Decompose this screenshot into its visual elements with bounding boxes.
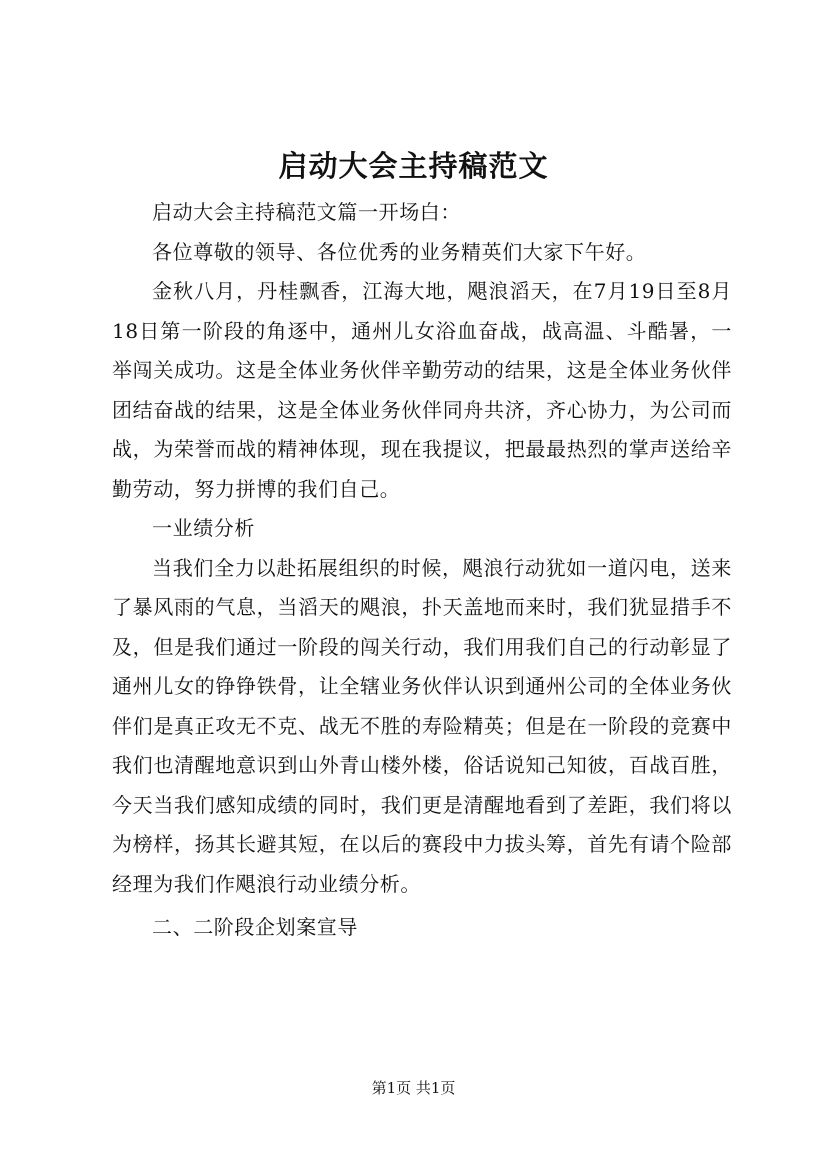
document-body	[112, 193, 732, 948]
page-title: 启动大会主持稿范文	[278, 149, 549, 183]
paragraph-performance: 当我们全力以赴拓展组织的时候，飓浪行动犹如一道闪电，送来了暴风雨的气息，当滔天的飓浪，扑天盖地而来时，我们犹显措手不及，但是我们通过一阶段的闯关行动，我们用我们自己的行动彰显了通州儿女的铮铮铁骨，让全辖业务伙伴认识到通州公司的全体业务伙伴们是真正攻无不克、战无不胜的寿险精英；但是在一阶段的竞赛中我们也清醒地意识到山外青山楼外楼，俗话说知己知彼，百战百胜，今天当我们感知成绩的同时，我们更是清醒地看到了差距，我们将以为榜样，扬其长避其短，在以后的赛段中力拔头筹，首先有请个险部经理为我们作飓浪行动业绩分析。	[112, 555, 732, 896]
section-heading-performance: 一业绩分析	[152, 516, 255, 540]
page-footer: 第1页 共1页	[371, 1079, 456, 1097]
paragraph-opening: 金秋八月，丹桂飘香，江海大地，飓浪滔天，在7月19日至8月18日第一阶段的角逐中，通州儿女浴血奋战，战高温、斗酷暑，一举闯关成功。这是全体业务伙伴辛勤劳动的结果，这是全体业务伙伴团结奋战的结果，这是全体业务伙伴同舟共济，齐心协力，为公司而战，为荣誉而战的精神体现，现在我提议，把最最热烈的掌声送给辛勤劳动，努力拼博的我们自己。	[112, 279, 732, 501]
section-heading-phase-two: 二、二阶段企划案宣导	[152, 915, 358, 939]
paragraph-greeting: 各位尊敬的领导、各位优秀的业务精英们大家下午好。	[152, 239, 647, 264]
paragraph-intro: 启动大会主持稿范文篇一开场白：	[152, 200, 461, 224]
